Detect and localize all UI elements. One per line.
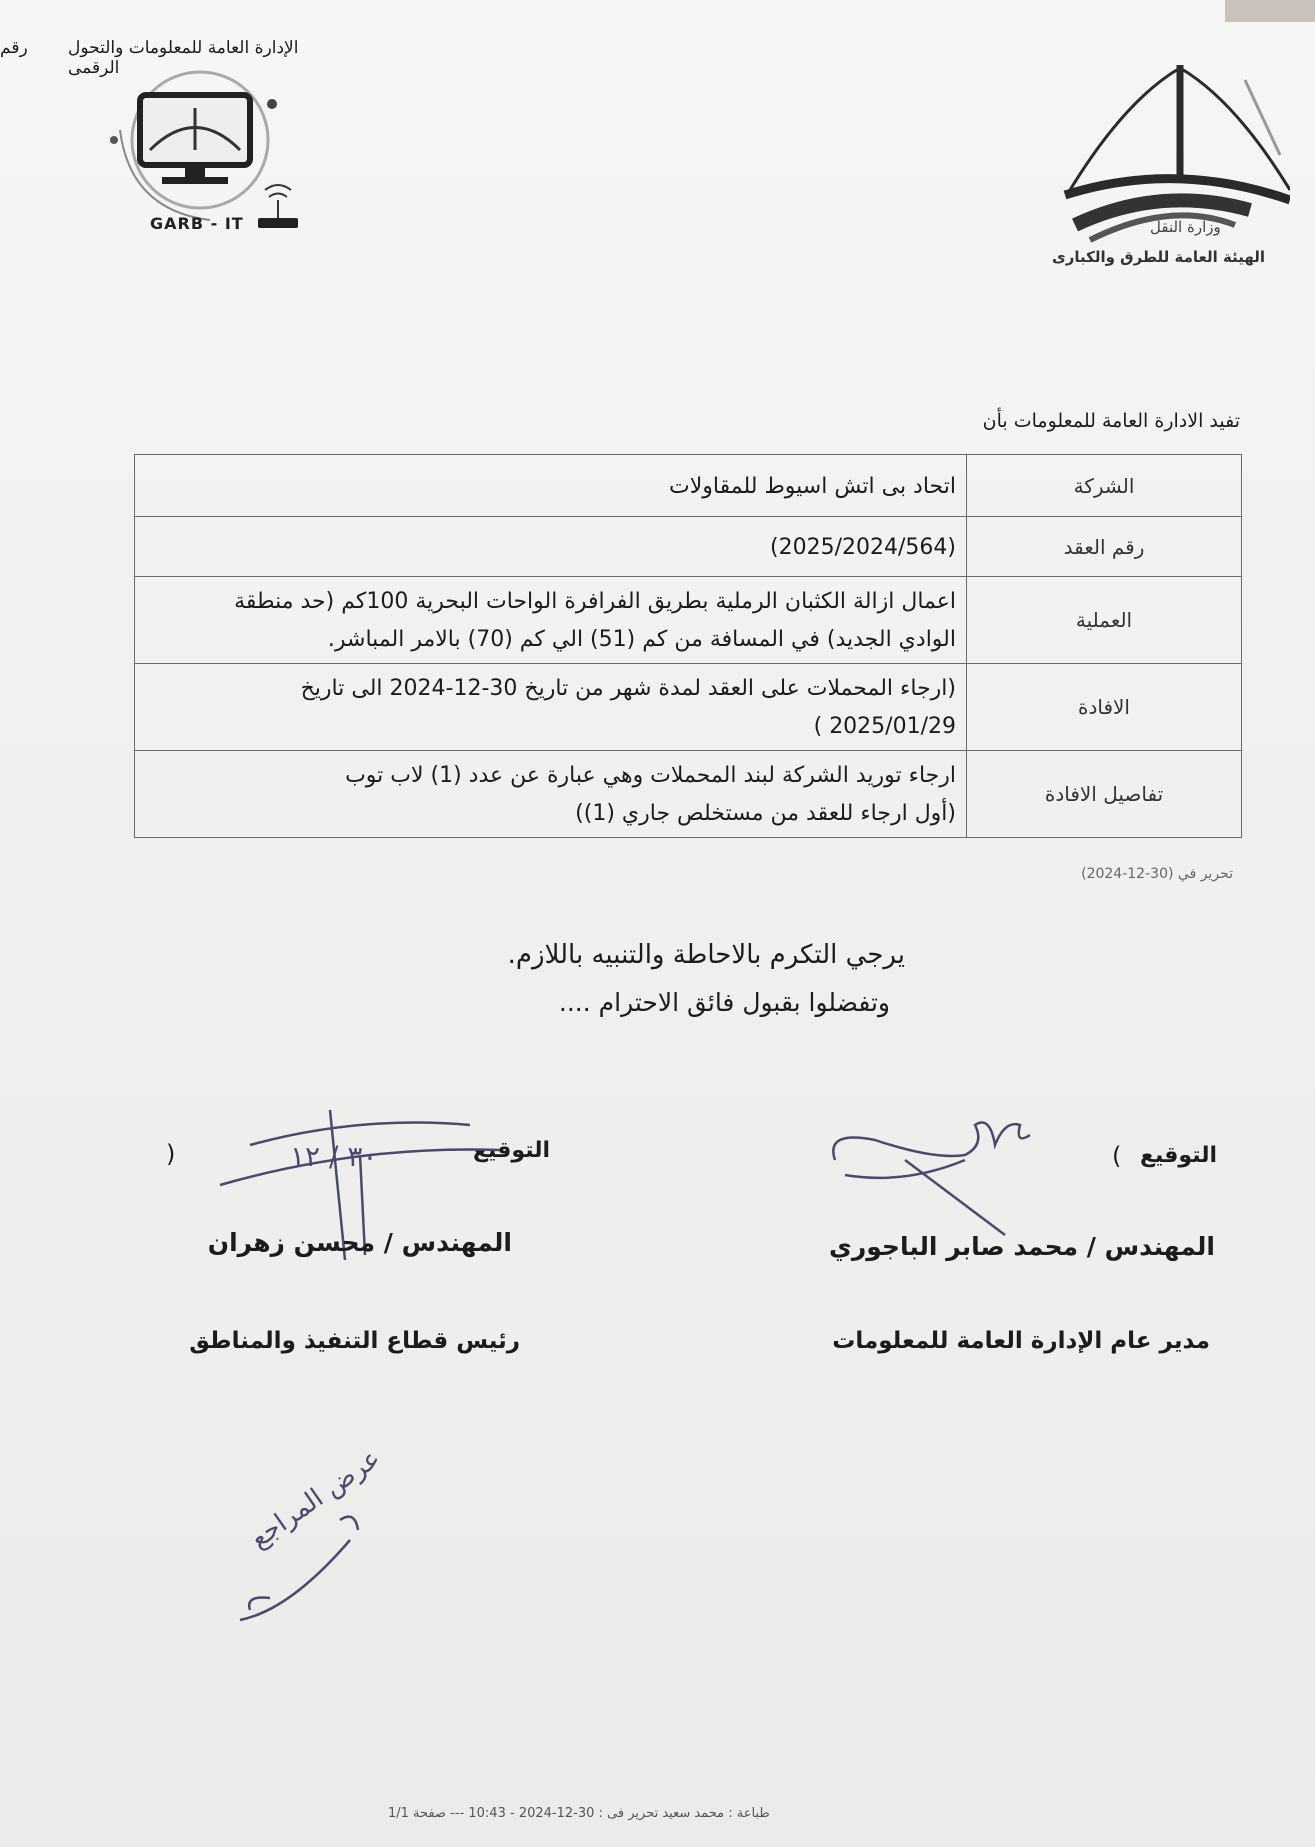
signature-paren-left: ) bbox=[166, 1140, 176, 1168]
department-header: الإدارة العامة للمعلومات والتحول الرقمى bbox=[68, 38, 299, 78]
row-label-statement: الافادة bbox=[967, 664, 1242, 751]
row-label-details: تفاصيل الافادة bbox=[967, 751, 1242, 838]
row-value-details: ارجاء توريد الشركة لبند المحملات وهي عبارة عن عدد (1) لاب توب (أول ارجاء للعقد من مستخلص جاري (1)) bbox=[135, 751, 967, 838]
handwritten-signature-right bbox=[815, 1100, 1075, 1240]
it-logo-caption: GARB - IT bbox=[150, 214, 244, 233]
row-value-company: اتحاد بى اتش اسيوط للمقاولات bbox=[135, 455, 967, 517]
engineer-name-left: المهندس / محسن زهران bbox=[207, 1228, 512, 1257]
row-value-operation: اعمال ازالة الكثبان الرملية بطريق الفرافرة الواحات البحرية 100كم (حد منطقة الوادي الجديد) في المسافة من كم (51) الي كم (70) بالامر المباشر. bbox=[135, 577, 967, 664]
signature-label-left: التوقيع bbox=[473, 1138, 550, 1163]
table-row bbox=[135, 455, 1242, 517]
engineer-name-right: المهندس / محمد صابر الباجوري bbox=[828, 1232, 1215, 1261]
row-value-contract: (2025/2024/564) bbox=[135, 517, 967, 577]
row-value-statement: (ارجاء المحملات على العقد لمدة شهر من تاريخ 30-12-2024 الى تاريخ 2025/01/29 ) bbox=[135, 664, 967, 751]
page-edge bbox=[1225, 0, 1315, 22]
job-title-right: مدير عام الإدارة العامة للمعلومات bbox=[832, 1328, 1210, 1354]
issue-date: تحرير في (30-12-2024) bbox=[1081, 866, 1233, 882]
table-row bbox=[135, 517, 1242, 577]
authority-name: الهيئة العامة للطرق والكبارى bbox=[1052, 248, 1266, 266]
table-row bbox=[135, 751, 1242, 838]
row-label-operation: العملية bbox=[967, 577, 1242, 664]
closing-request: يرجي التكرم بالاحاطة والتنبيه باللازم. bbox=[507, 940, 905, 970]
table-row bbox=[135, 577, 1242, 664]
handwritten-note: عرض المراجع bbox=[245, 1443, 387, 1555]
signature-paren-right: ( bbox=[1112, 1142, 1122, 1170]
job-title-left: رئيس قطاع التنفيذ والمناطق bbox=[189, 1328, 520, 1354]
table-row bbox=[135, 664, 1242, 751]
signature-label-right: التوقيع bbox=[1140, 1143, 1217, 1168]
row-label-contract: رقم العقد bbox=[967, 517, 1242, 577]
row-label-company: الشركة bbox=[967, 455, 1242, 517]
cut-text-fragment: رقم bbox=[0, 38, 28, 58]
closing-regards: وتفضلوا بقبول فائق الاحترام .... bbox=[558, 988, 890, 1017]
intro-text: تفيد الادارة العامة للمعلومات بأن bbox=[982, 410, 1240, 432]
info-table bbox=[134, 454, 1242, 838]
handwritten-date: ٣٠ / ١٢ bbox=[290, 1140, 378, 1173]
print-footer: طباعة : محمد سعيد تحرير فى : 30-12-2024 - 10:43 --- صفحة 1/1 bbox=[388, 1806, 770, 1821]
ministry-name: وزارة النقل bbox=[1150, 218, 1221, 236]
